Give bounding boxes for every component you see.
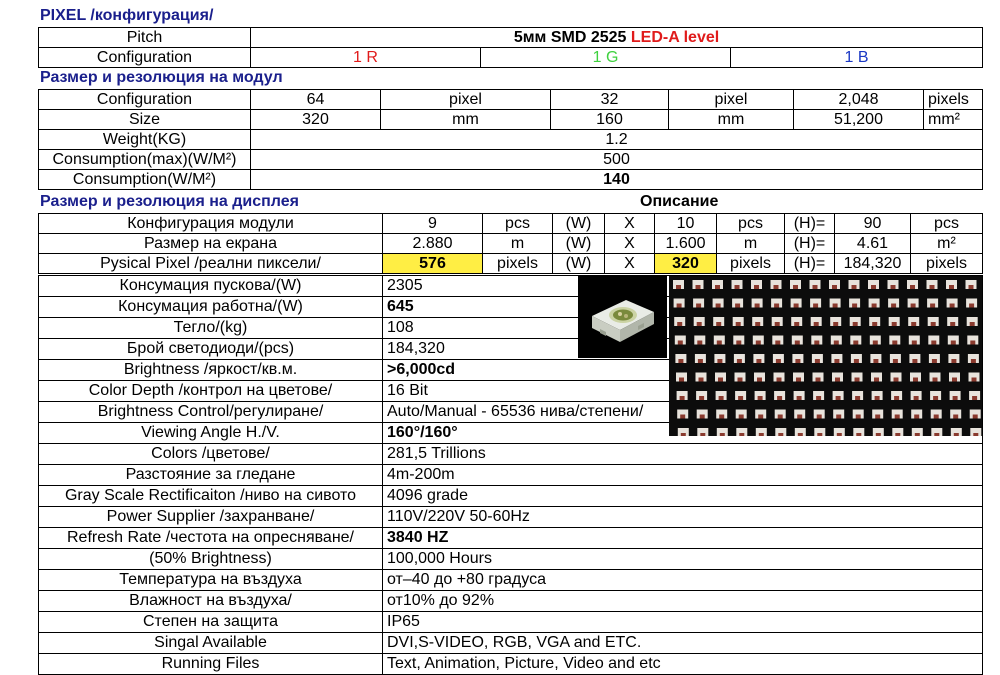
led-pixel-core xyxy=(680,415,685,419)
led-pixel-core xyxy=(836,396,841,400)
led-pixel-core xyxy=(816,396,821,400)
spec-value: 100,000 Hours xyxy=(383,549,983,570)
led-pixel-core xyxy=(872,304,877,308)
led-pixel-core xyxy=(778,433,783,436)
led-pixel-core xyxy=(973,433,978,436)
led-pixel-core xyxy=(952,378,957,382)
spec-label: Тегло/(kg) xyxy=(39,318,383,339)
led-pixel-core xyxy=(777,396,782,400)
spec-label: Singal Available xyxy=(39,633,383,654)
led-pixel-core xyxy=(853,322,858,326)
led-pixel-core xyxy=(969,285,974,289)
led-pixel-core xyxy=(873,341,878,345)
spec-label: Степен на защита xyxy=(39,612,383,633)
led-pixel-core xyxy=(894,396,899,400)
display-r2-u2: m xyxy=(717,234,785,254)
smd-led-chip-image xyxy=(578,276,667,358)
led-pixel-core xyxy=(677,322,682,326)
led-pixel-core xyxy=(698,359,703,363)
led-pixel-core xyxy=(933,378,938,382)
led-pixel-core xyxy=(852,285,857,289)
led-pixel-core xyxy=(699,378,704,382)
led-pixel-core xyxy=(758,415,763,419)
led-pixel-core xyxy=(756,359,761,363)
led-pixel-core xyxy=(932,359,937,363)
display-r1-v1: 9 xyxy=(383,214,483,234)
led-chip-icon xyxy=(578,276,667,358)
led-pixel-core xyxy=(854,359,859,363)
display-r1-v2: 10 xyxy=(655,214,717,234)
led-pixel-core xyxy=(852,304,857,308)
led-pixel-core xyxy=(951,359,956,363)
led-pixel-core xyxy=(954,433,959,436)
pitch-row xyxy=(39,28,983,48)
led-pixel-core xyxy=(933,396,938,400)
display-r1-label: Конфигурация модули xyxy=(39,214,383,234)
module-config-v3: 2,048 xyxy=(794,90,924,110)
led-pixel-core xyxy=(912,341,917,345)
led-pixel-core xyxy=(814,341,819,345)
module-config-u1: pixel xyxy=(381,90,551,110)
section-display-title: Размер и резолюция на дисплея xyxy=(40,193,299,210)
led-pixel-core xyxy=(717,341,722,345)
led-pixel-core xyxy=(876,433,881,436)
led-pixel-core xyxy=(774,285,779,289)
spec-label: Colors /цветове/ xyxy=(39,444,383,465)
led-pixel-core xyxy=(969,304,974,308)
display-r3-v2: 320 xyxy=(655,254,717,274)
spec-row xyxy=(39,633,983,654)
led-pixel-core xyxy=(836,415,841,419)
spec-label: Refresh Rate /честота на опресняване/ xyxy=(39,528,383,549)
led-pixel-core xyxy=(816,378,821,382)
spec-value: 4096 grade xyxy=(383,486,983,507)
led-module-image xyxy=(669,276,982,436)
spec-row xyxy=(39,549,983,570)
led-pixel-core xyxy=(696,285,701,289)
led-pixel-core xyxy=(681,433,686,436)
led-pixel-core xyxy=(716,322,721,326)
spec-row xyxy=(39,654,983,675)
display-r1-u2: pcs xyxy=(717,214,785,234)
led-pixel-core xyxy=(697,322,702,326)
led-pixel-core xyxy=(910,285,915,289)
led-pixel-core xyxy=(817,433,822,436)
spec-value: 645 xyxy=(383,297,983,318)
led-pixel-core xyxy=(835,378,840,382)
spec-value: IP65 xyxy=(383,612,983,633)
spec-value: от10% до 92% xyxy=(383,591,983,612)
led-pixel-core xyxy=(813,285,818,289)
led-pixel-core xyxy=(815,359,820,363)
led-pixel-core xyxy=(895,433,900,436)
led-pixel-core xyxy=(873,359,878,363)
display-r1-v3: 90 xyxy=(835,214,911,234)
display-r3-h: (H)= xyxy=(785,254,835,274)
led-pixel-core xyxy=(930,285,935,289)
led-pixel-core xyxy=(696,304,701,308)
led-pixel-core xyxy=(853,341,858,345)
led-pixel-core xyxy=(817,415,822,419)
led-pixel-core xyxy=(934,415,939,419)
pitch-value: 5мм SMD 2525 xyxy=(513,29,627,46)
module-size-row xyxy=(39,110,983,130)
display-r2-w: (W) xyxy=(553,234,605,254)
led-pixel-core xyxy=(798,433,803,436)
led-pixel-core xyxy=(951,341,956,345)
led-pixel-core xyxy=(970,341,975,345)
led-pixel-core xyxy=(832,285,837,289)
display-r3-v1: 576 xyxy=(383,254,483,274)
spec-value: 160°/160° xyxy=(383,423,983,444)
module-cmax-value: 500 xyxy=(251,150,983,170)
led-pixel-core xyxy=(875,415,880,419)
pitch-level: LED-A level xyxy=(630,29,720,46)
module-config-u3: pixels xyxy=(924,90,983,110)
module-config-v2: 32 xyxy=(551,90,669,110)
spec-label: Color Depth /контрол на цветове/ xyxy=(39,381,383,402)
led-pixel-core xyxy=(953,415,958,419)
led-pixel-core xyxy=(872,322,877,326)
spec-row xyxy=(39,570,983,591)
spec-value: DVI,S-VIDEO, RGB, VGA and ETC. xyxy=(383,633,983,654)
led-pixel-core xyxy=(736,322,741,326)
led-pixel-core xyxy=(833,304,838,308)
spec-label: Влажност на въздуха/ xyxy=(39,591,383,612)
led-pixel-core xyxy=(837,433,842,436)
spec-row xyxy=(39,612,983,633)
led-pixel-core xyxy=(699,396,704,400)
display-r2-v3: 4.61 xyxy=(835,234,911,254)
led-pixel-core xyxy=(930,304,935,308)
display-r1-u3: pcs xyxy=(911,214,983,234)
led-pixel-core xyxy=(755,322,760,326)
pitch-value-cell xyxy=(251,28,983,48)
led-pixel-core xyxy=(892,322,897,326)
config-red: 1 R xyxy=(251,48,481,68)
led-pixel-core xyxy=(894,378,899,382)
spec-value: 281,5 Trillions xyxy=(383,444,983,465)
module-config-row xyxy=(39,90,983,110)
display-table xyxy=(38,213,983,274)
display-r3-v3: 184,320 xyxy=(835,254,911,274)
pixel-config-table xyxy=(38,27,983,68)
display-row-physical-pixel xyxy=(39,254,983,274)
led-pixel-core xyxy=(972,378,977,382)
led-pixel-core xyxy=(934,433,939,436)
spec-value: 2305 xyxy=(383,276,983,297)
led-pixel-core xyxy=(911,304,916,308)
led-pixel-core xyxy=(776,359,781,363)
led-pixel-core xyxy=(893,359,898,363)
display-r2-h: (H)= xyxy=(785,234,835,254)
led-pixel-core xyxy=(679,378,684,382)
module-size-u3: mm² xyxy=(924,110,983,130)
led-pixel-core xyxy=(834,359,839,363)
led-pixel-core xyxy=(700,415,705,419)
display-r1-u1: pcs xyxy=(483,214,553,234)
led-pixel-core xyxy=(911,322,916,326)
led-pixel-core xyxy=(719,396,724,400)
led-pixel-core xyxy=(758,396,763,400)
pitch-label: Pitch xyxy=(39,28,251,48)
module-size-u2: mm xyxy=(669,110,794,130)
config-blue: 1 B xyxy=(731,48,983,68)
led-pixel-core xyxy=(833,322,838,326)
display-r3-u3: pixels xyxy=(911,254,983,274)
led-pixel-core xyxy=(774,304,779,308)
led-pixel-core xyxy=(678,359,683,363)
spec-label: Брой светодиоди/(pcs) xyxy=(39,339,383,360)
spec-label: Консумация работна/(W) xyxy=(39,297,383,318)
display-r2-x: X xyxy=(605,234,655,254)
spec-value: 16 Bit xyxy=(383,381,983,402)
module-config-u2: pixel xyxy=(669,90,794,110)
led-pixel-core xyxy=(794,322,799,326)
led-pixel-core xyxy=(793,285,798,289)
spec-row xyxy=(39,486,983,507)
led-pixel-core xyxy=(775,341,780,345)
led-pixel-core xyxy=(856,433,861,436)
spec-label: Viewing Angle H./V. xyxy=(39,423,383,444)
led-pixel-core xyxy=(914,415,919,419)
config-green: 1 G xyxy=(481,48,731,68)
section-pixel-title: PIXEL /конфигурация/ xyxy=(40,7,214,24)
led-pixel-core xyxy=(914,396,919,400)
led-pixel-core xyxy=(739,433,744,436)
spec-row xyxy=(39,507,983,528)
led-pixel-core xyxy=(719,415,724,419)
led-pixel-core xyxy=(875,396,880,400)
section-module-title: Размер и резолюция на модул xyxy=(40,69,283,86)
led-pixel-core xyxy=(950,304,955,308)
module-size-v2: 160 xyxy=(551,110,669,130)
led-pixel-core xyxy=(973,415,978,419)
led-pixel-core xyxy=(737,359,742,363)
led-pixel-core xyxy=(738,378,743,382)
led-pixel-core xyxy=(972,396,977,400)
spec-label: Power Supplier /захранване/ xyxy=(39,507,383,528)
configuration-row xyxy=(39,48,983,68)
spec-label: Консумация пускова/(W) xyxy=(39,276,383,297)
spec-row xyxy=(39,465,983,486)
display-r2-label: Размер на екрана xyxy=(39,234,383,254)
module-cons-value: 140 xyxy=(251,170,983,190)
led-pixel-core xyxy=(716,304,721,308)
display-row-modules xyxy=(39,214,983,234)
module-config-label: Configuration xyxy=(39,90,251,110)
led-pixel-core xyxy=(759,433,764,436)
led-pixel-core xyxy=(813,304,818,308)
display-row-screen-size xyxy=(39,234,983,254)
led-pixel-core xyxy=(795,341,800,345)
spec-row xyxy=(39,528,983,549)
led-pixel-core xyxy=(736,341,741,345)
led-pixel-core xyxy=(949,285,954,289)
module-size-v3: 51,200 xyxy=(794,110,924,130)
spec-row xyxy=(39,444,983,465)
led-pixel-core xyxy=(855,378,860,382)
display-r3-w: (W) xyxy=(553,254,605,274)
led-pixel-core xyxy=(796,378,801,382)
spec-value: 4m-200m xyxy=(383,465,983,486)
spec-label: Brightness Control/регулиране/ xyxy=(39,402,383,423)
led-module-grid-icon xyxy=(669,276,982,436)
led-pixel-core xyxy=(931,341,936,345)
led-pixel-core xyxy=(757,378,762,382)
led-pixel-core xyxy=(855,396,860,400)
led-pixel-core xyxy=(953,396,958,400)
configuration-label: Configuration xyxy=(39,48,251,68)
spec-value: от–40 до +80 градуса xyxy=(383,570,983,591)
display-r3-x: X xyxy=(605,254,655,274)
led-pixel-core xyxy=(680,396,685,400)
led-pixel-core xyxy=(754,285,759,289)
module-config-v1: 64 xyxy=(251,90,381,110)
module-size-v1: 320 xyxy=(251,110,381,130)
led-pixel-core xyxy=(739,415,744,419)
spec-value: 3840 HZ xyxy=(383,528,983,549)
spec-value: Auto/Manual - 65536 нива/степени/ xyxy=(383,402,983,423)
module-table xyxy=(38,89,983,190)
spec-value: 184,320 xyxy=(383,339,983,360)
led-pixel-core xyxy=(775,322,780,326)
led-pixel-core xyxy=(678,341,683,345)
display-r2-v1: 2.880 xyxy=(383,234,483,254)
led-pixel-core xyxy=(735,285,740,289)
led-pixel-core xyxy=(915,433,920,436)
led-pixel-core xyxy=(950,322,955,326)
spec-value: >6,000cd xyxy=(383,360,983,381)
spec-value: Text, Animation, Picture, Video and etc xyxy=(383,654,983,675)
spec-label: Температура на въздуха xyxy=(39,570,383,591)
led-pixel-core xyxy=(700,433,705,436)
spec-label: Gray Scale Rectificaiton /ниво на сивото xyxy=(39,486,383,507)
display-r2-u1: m xyxy=(483,234,553,254)
led-pixel-core xyxy=(931,322,936,326)
led-pixel-core xyxy=(856,415,861,419)
led-pixel-core xyxy=(970,322,975,326)
led-pixel-core xyxy=(874,378,879,382)
led-pixel-core xyxy=(797,415,802,419)
display-r2-v2: 1.600 xyxy=(655,234,717,254)
module-size-u1: mm xyxy=(381,110,551,130)
display-r3-u1: pixels xyxy=(483,254,553,274)
module-cmax-row xyxy=(39,150,983,170)
spec-label: Brightness /яркост/кв.м. xyxy=(39,360,383,381)
led-pixel-core xyxy=(892,341,897,345)
display-r2-u3: m² xyxy=(911,234,983,254)
module-cons-row xyxy=(39,170,983,190)
display-r1-x: X xyxy=(605,214,655,234)
module-cons-label: Consumption(W/M²) xyxy=(39,170,251,190)
led-pixel-core xyxy=(715,285,720,289)
led-pixel-core xyxy=(676,285,681,289)
led-pixel-core xyxy=(755,304,760,308)
led-pixel-core xyxy=(777,378,782,382)
display-r3-label: Pysical Pixel /реални пиксели/ xyxy=(39,254,383,274)
led-pixel-core xyxy=(871,285,876,289)
display-r1-w: (W) xyxy=(553,214,605,234)
led-pixel-core xyxy=(720,433,725,436)
module-weight-row xyxy=(39,130,983,150)
spec-label: Running Files xyxy=(39,654,383,675)
led-pixel-core xyxy=(756,341,761,345)
led-pixel-core xyxy=(718,378,723,382)
led-pixel-core xyxy=(735,304,740,308)
spec-value: 108 xyxy=(383,318,983,339)
display-r1-h: (H)= xyxy=(785,214,835,234)
led-pixel-core xyxy=(697,341,702,345)
spec-label: Разстояние за гледане xyxy=(39,465,383,486)
spec-label: (50% Brightness) xyxy=(39,549,383,570)
module-weight-value: 1.2 xyxy=(251,130,983,150)
led-pixel-core xyxy=(795,359,800,363)
led-pixel-core xyxy=(971,359,976,363)
led-pixel-core xyxy=(717,359,722,363)
led-pixel-core xyxy=(814,322,819,326)
led-pixel-core xyxy=(891,304,896,308)
led-pixel-core xyxy=(891,285,896,289)
module-weight-label: Weight(KG) xyxy=(39,130,251,150)
led-pixel-core xyxy=(778,415,783,419)
led-pixel-core xyxy=(738,396,743,400)
module-cmax-label: Consumption(max)(W/M²) xyxy=(39,150,251,170)
led-pixel-core xyxy=(794,304,799,308)
led-pixel-core xyxy=(912,359,917,363)
led-pixel-core xyxy=(913,378,918,382)
display-r3-u2: pixels xyxy=(717,254,785,274)
spec-value: 110V/220V 50-60Hz xyxy=(383,507,983,528)
module-size-label: Size xyxy=(39,110,251,130)
led-pixel-core xyxy=(677,304,682,308)
led-pixel-core xyxy=(895,415,900,419)
led-pixel-core xyxy=(834,341,839,345)
led-pixel-core xyxy=(797,396,802,400)
description-header: Описание xyxy=(640,193,719,210)
spec-row xyxy=(39,591,983,612)
